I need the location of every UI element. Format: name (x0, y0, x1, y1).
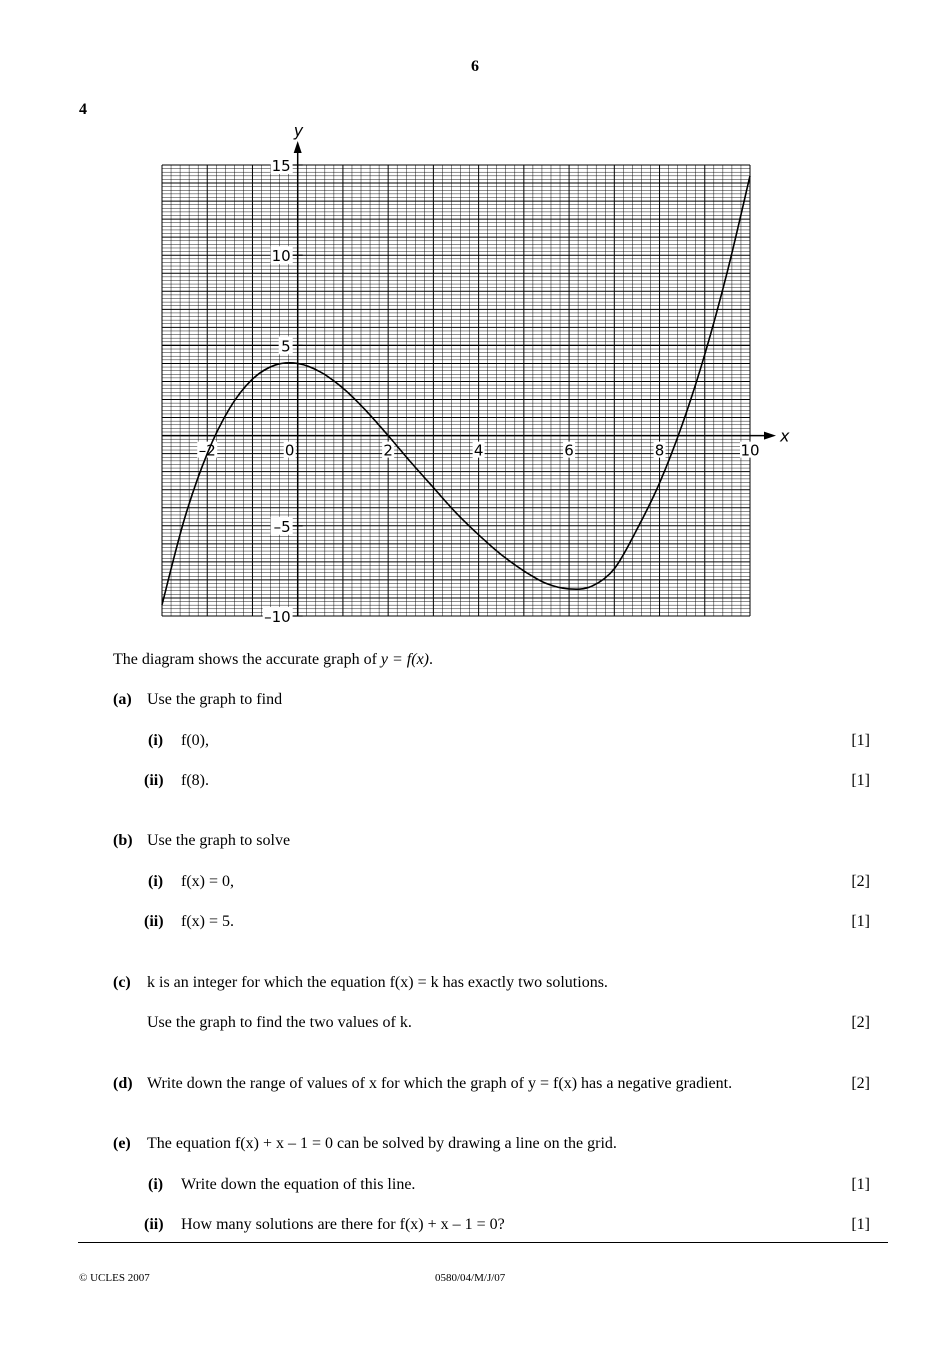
intro-eq: y = f(x) (380, 651, 429, 668)
part-b-ii-marks: [1] (851, 913, 870, 930)
part-b-i-text: f(x) = 0, (181, 873, 235, 890)
y-tick-label: 15 (271, 157, 291, 175)
part-b-i (148, 872, 234, 892)
part-b-label: (b) (113, 832, 133, 849)
grid-minor (162, 165, 750, 616)
x-tick-label: 4 (473, 441, 484, 460)
question-number: 4 (79, 101, 87, 118)
part-b (113, 831, 290, 851)
x-tick-label: 2 (383, 441, 393, 460)
part-b-i-marks: [2] (851, 873, 870, 890)
x-axis-label: x (780, 426, 790, 446)
part-a-text: Use the graph to find (147, 691, 283, 708)
part-e-i-label: (i) (148, 1176, 164, 1193)
intro-pre: The diagram shows the accurate graph of (113, 651, 381, 668)
part-a-i-text: f(0), (181, 732, 209, 749)
part-d-label: (d) (113, 1075, 133, 1092)
x-tick-label: 6 (564, 441, 574, 460)
part-b-ii (144, 912, 234, 932)
x-tick-label: 10 (740, 441, 760, 460)
part-e-label: (e) (113, 1135, 131, 1152)
part-e-i (148, 1175, 415, 1195)
part-a-i-marks: [1] (851, 732, 870, 749)
part-a-ii-label: (ii) (144, 772, 164, 789)
part-e-ii (144, 1215, 505, 1235)
part-c-label: (c) (113, 974, 131, 991)
part-a-i-label: (i) (148, 732, 164, 749)
part-e-ii-text: How many solutions are there for f(x) + x – 1 = 0? (181, 1216, 505, 1233)
part-d-text: Write down the range of values of x for which the graph of y = f(x) has a negative gradient. (147, 1075, 733, 1092)
part-a-label: (a) (113, 691, 132, 708)
part-b-ii-text: f(x) = 5. (181, 913, 235, 930)
y-axis-label: y (293, 121, 304, 140)
y-tick-label: 10 (271, 247, 291, 266)
function-graph (0, 0, 950, 640)
y-tick-label: 5 (281, 337, 291, 356)
part-e-i-marks: [1] (851, 1176, 870, 1193)
x-tick-label: 0 (284, 441, 295, 460)
part-b-text: Use the graph to solve (147, 832, 291, 849)
part-e-text: The equation f(x) + x – 1 = 0 can be solved by drawing a line on the grid. (147, 1135, 617, 1152)
part-d (113, 1074, 732, 1094)
part-e-ii-label: (ii) (144, 1216, 164, 1233)
part-a (113, 690, 282, 710)
part-a-i (148, 731, 209, 751)
part-b-i-label: (i) (148, 873, 164, 890)
y-tick-label: –5 (273, 517, 291, 536)
footer-code: 0580/04/M/J/07 (435, 1272, 506, 1284)
x-axis-arrow (764, 432, 776, 440)
tick-labels (197, 121, 790, 626)
x-tick-label: 8 (654, 441, 665, 460)
intro-text (113, 650, 433, 670)
part-a-ii (144, 771, 209, 791)
page-number: 6 (471, 58, 479, 75)
x-tick-label: –2 (198, 441, 216, 460)
part-e (113, 1134, 617, 1154)
intro-post: . (429, 651, 433, 668)
part-e-i-text: Write down the equation of this line. (181, 1176, 416, 1193)
part-a-ii-marks: [1] (851, 772, 870, 789)
footer-copyright: © UCLES 2007 (79, 1272, 150, 1284)
footer-rule (78, 1242, 888, 1243)
part-c-text: k is an integer for which the equation f(x) = k has exactly two solutions. (147, 974, 608, 991)
grid-major (162, 165, 750, 616)
function-curve (162, 176, 750, 605)
part-e-ii-marks: [1] (851, 1216, 870, 1233)
part-c-marks: [2] (851, 1014, 870, 1031)
part-b-ii-label: (ii) (144, 913, 164, 930)
part-c-text2: Use the graph to find the two values of k. (147, 1014, 412, 1031)
y-tick-label: –10 (264, 608, 291, 626)
part-c (113, 973, 608, 993)
y-axis-arrow (294, 141, 302, 153)
part-a-ii-text: f(8). (181, 772, 209, 789)
part-d-marks: [2] (851, 1075, 870, 1092)
